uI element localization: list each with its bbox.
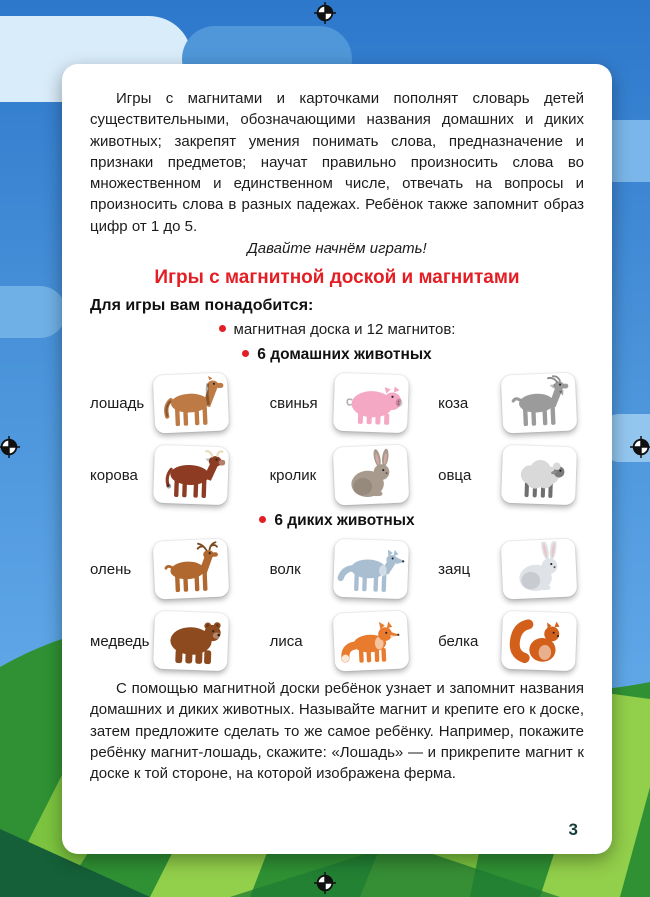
animal-item-deer — [90, 540, 268, 598]
red-bullet-icon — [242, 350, 249, 357]
wild-animals-grid — [90, 540, 584, 670]
domestic-animals-grid — [90, 374, 584, 504]
hare-icon — [501, 538, 577, 599]
animal-label-squirrel: белка — [438, 632, 479, 650]
animal-label-sheep: овца — [438, 466, 472, 484]
animal-item-cow — [90, 446, 268, 504]
rabbit-icon — [332, 444, 408, 505]
registration-mark-bottom-icon — [314, 872, 336, 894]
domestic-animals-title-text: 6 домашних животных — [257, 346, 432, 364]
red-bullet-icon — [259, 516, 266, 523]
animal-item-fox — [270, 612, 437, 670]
animal-label-cow: корова — [90, 466, 138, 484]
page-number: 3 — [568, 820, 578, 839]
registration-mark-left-icon — [0, 436, 20, 458]
animal-item-pig — [270, 374, 437, 432]
animal-item-goat — [438, 374, 584, 432]
animal-label-hare: заяц — [438, 560, 471, 578]
animal-item-bear — [90, 612, 268, 670]
cloud — [0, 286, 66, 338]
sheep-icon — [501, 445, 577, 506]
wild-animals-title — [90, 512, 584, 530]
needs-bullet-text: магнитная доска и 12 магнитов: — [233, 321, 456, 339]
domestic-animals-title — [90, 346, 584, 364]
animal-label-horse: лошадь — [90, 394, 145, 412]
needs-bullet-line — [90, 321, 584, 338]
content-card — [62, 64, 612, 854]
animal-label-wolf: волк — [269, 560, 301, 578]
animal-label-bear: медведь — [90, 632, 150, 650]
pig-icon — [333, 373, 409, 434]
registration-mark-top-icon — [314, 2, 336, 24]
needs-label: Для игры вам понадобится: — [90, 297, 314, 315]
animal-item-wolf — [270, 540, 437, 598]
wild-animals-title-text: 6 диких животных — [274, 512, 415, 530]
deer-icon — [153, 538, 229, 599]
outro-paragraph: С помощью магнитной доски ребёнок узнает и запомнит названия домашних и диких животных. Называйте магнит и крепите его к доске, затем предложите сделать то же самое ребёнку. Например, покажите ребёнку магнит-лошадь, скажите: «Лошадь» — и прикрепите магнит к доске к той стороне, на которой изображена ферма. — [90, 680, 584, 783]
red-bullet-icon — [219, 325, 226, 332]
animal-item-sheep — [438, 446, 584, 504]
animal-item-rabbit — [270, 446, 437, 504]
animal-label-fox: лиса — [269, 632, 303, 650]
cow-icon — [153, 445, 229, 506]
animal-item-hare — [438, 540, 584, 598]
goat-icon — [501, 372, 577, 433]
horse-icon — [153, 372, 229, 433]
registration-mark-right-icon — [630, 436, 650, 458]
section-heading: Игры с магнитной доской и магнитами — [154, 267, 520, 289]
animal-label-deer: олень — [90, 560, 132, 578]
squirrel-icon — [501, 611, 577, 672]
wolf-icon — [333, 539, 409, 600]
animal-label-rabbit: кролик — [269, 466, 317, 484]
animal-label-goat: коза — [438, 394, 469, 412]
animal-label-pig: свинья — [269, 394, 318, 412]
animal-item-horse — [90, 374, 268, 432]
intro-paragraph: Игры с магнитами и карточками пополнят словарь детей существительными, обозначающими названия домашних и диких животных; закрепят умения понимать слова, предназначение и признаки предметов; научат правильно произносить слова во множественном и единственном числе, отвечать на вопросы и произносить слова в разных падежах. Ребёнок также запомнит образ цифр от 1 до 5. — [90, 90, 584, 235]
animal-item-squirrel — [438, 612, 584, 670]
bear-icon — [153, 611, 229, 672]
lets-play-line: Давайте начнём играть! — [247, 240, 427, 258]
fox-icon — [332, 610, 408, 671]
